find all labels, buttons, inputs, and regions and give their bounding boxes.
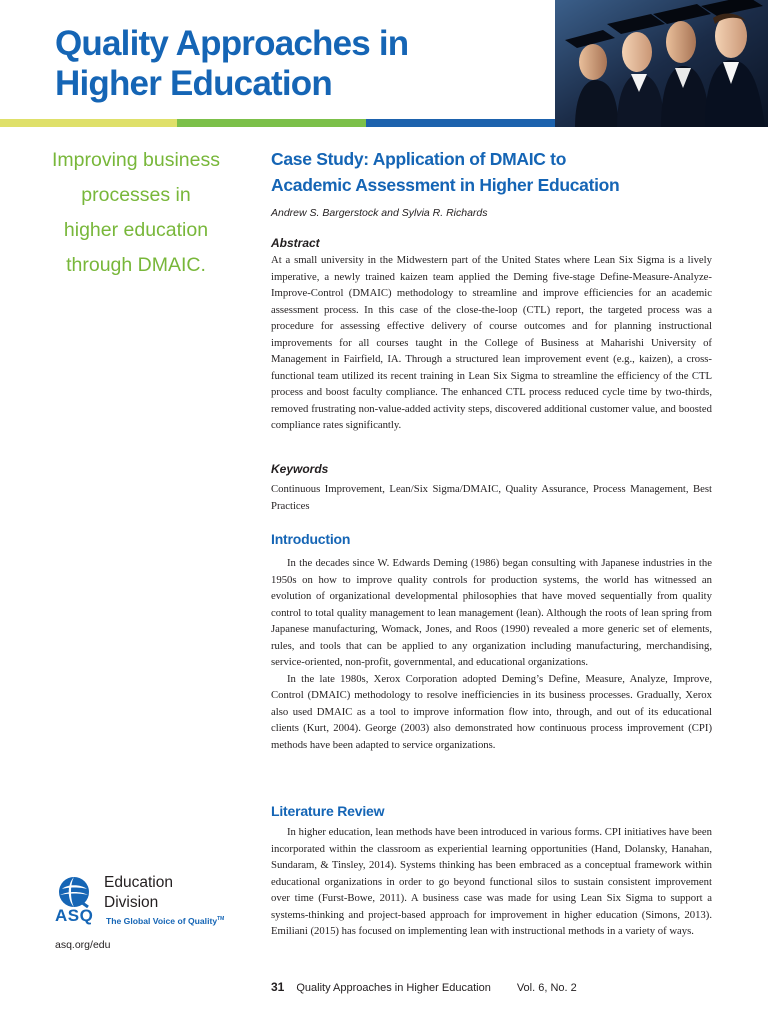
page-number: 31 (271, 980, 285, 994)
article-title-line-2: Academic Assessment in Higher Education (271, 175, 620, 195)
pull-quote (40, 143, 232, 283)
literature-review-heading: Literature Review (271, 803, 385, 819)
pull-quote-line: higher education (63, 219, 209, 241)
literature-review-text (271, 824, 712, 940)
footer-volume: Vol. 6, No. 2 (516, 982, 577, 994)
article-authors: Andrew S. Bargerstock and Sylvia R. Richards (271, 207, 488, 219)
page-footer (271, 980, 577, 994)
asq-tagline (106, 916, 224, 926)
asq-education-division-logo (55, 872, 255, 932)
pull-quote-line: processes in (81, 184, 191, 206)
asq-globe-icon (57, 876, 91, 908)
article-title (271, 146, 712, 198)
asq-wordmark: ASQ (55, 906, 94, 925)
header-stripe-blue (366, 119, 555, 127)
pull-quote-line: through DMAIC. (66, 254, 206, 276)
footer-journal-title: Quality Approaches in Higher Education (296, 982, 491, 994)
introduction-heading: Introduction (271, 531, 351, 547)
pull-quote-line: Improving business (52, 149, 220, 171)
introduction-text (271, 555, 712, 753)
website-url[interactable]: asq.org/edu (55, 939, 111, 951)
masthead-line-1: Quality Approaches in (55, 24, 409, 63)
keywords-paragraph: Continuous Improvement, Lean/Six Sigma/DMAIC, Quality Assurance, Process Management, Best Practices (271, 483, 712, 512)
abstract-paragraph: At a small university in the Midwestern part of the United States where Lean Six Sigma is a lively imperative, a newly trained kaizen team applied the Deming five-stage Define-Measure-Analyze-Improve-Control (DMAIC) methodology to streamline and improve efficiencies for an academic assessment process. In this case of the close-the-loop (CTL) report, the targeted process was a procedure for assessing effective delivery of course outcomes and for planning instructional improvements for all courses taught in the College of Business at Maharishi University of Management in Fairfield, IA. Through a structured lean improvement event (e.g., kaizen), a cross-functional team utilized its recent training in Lean Six Sigma to streamline the efficiency of the CTL process and boost faculty compliance. The enhanced CTL process reduced cycle time by two-thirds, removed frustrating non-value-added activity steps, discovered additional customer value, and boosted compliance rates significantly. (271, 254, 712, 431)
division-name (104, 873, 173, 913)
graduates-photo-art (555, 0, 768, 127)
keywords-heading: Keywords (271, 462, 329, 476)
introduction-paragraph-2: In the late 1980s, Xerox Corporation adopted Deming’s Define, Measure, Analyze, Improve, Control (DMAIC) methodology to resolve inefficiencies in its business processes. Gradually, Xerox also used DMAIC as a tool to improve information flow into, through, and out of its educational clients (Kurt, 2004). George (2003) also demonstrated how continuous process improvement (CPI) methods have been adapted to service organizations. (271, 672, 712, 751)
abstract-text (271, 252, 712, 434)
keywords-text (271, 481, 712, 514)
header-stripe-green (177, 119, 366, 127)
division-name-line-2: Division (104, 894, 159, 911)
graduates-photo (555, 0, 768, 127)
asq-tagline-text: The Global Voice of Quality (106, 916, 218, 926)
abstract-heading: Abstract (271, 236, 320, 250)
trademark-mark: TM (217, 916, 225, 923)
introduction-paragraph-1: In the decades since W. Edwards Deming (1986) began consulting with Japanese industries in the 1950s on how to improve quality controls for production systems, the world has witnessed an evolution of organizational developmental philosophies that have moved sequentially from quality control to total quality management to lean management (lean). Although the roots of lean spring from Japanese manufacturing, Womack, Jones, and Roos (1990) revealed a more generic set of elements, rules, and tools that can be applied to any organization including manufacturing, merchandising, service-oriented, non-profit, governmental, and educational organizations. (271, 557, 712, 668)
division-name-line-1: Education (104, 874, 173, 891)
article-title-line-1: Case Study: Application of DMAIC to (271, 149, 567, 169)
header-stripe-yellow (0, 119, 177, 127)
journal-masthead (55, 24, 555, 104)
masthead-line-2: Higher Education (55, 64, 332, 103)
literature-review-paragraph-1: In higher education, lean methods have been introduced in various forms. CPI initiatives have been incorporated within the classroom as experiential learning opportunities (Hand, Dolansky, Hanahan, Sundaram, & Tinsley, 2014). Systems thinking has been embraced as a conceptual framework within educational organizations in order to go beyond functional silos to sustain consistent improvement over time (Furst-Bowe, 2011). A business case was made for using Lean Six Sigma to support a systems-thinking and project-based approach for improvement in higher education (Simons, 2013). Emiliani (2015) has focused on implementing lean with instructional methods in a variety of ways. (271, 826, 712, 937)
